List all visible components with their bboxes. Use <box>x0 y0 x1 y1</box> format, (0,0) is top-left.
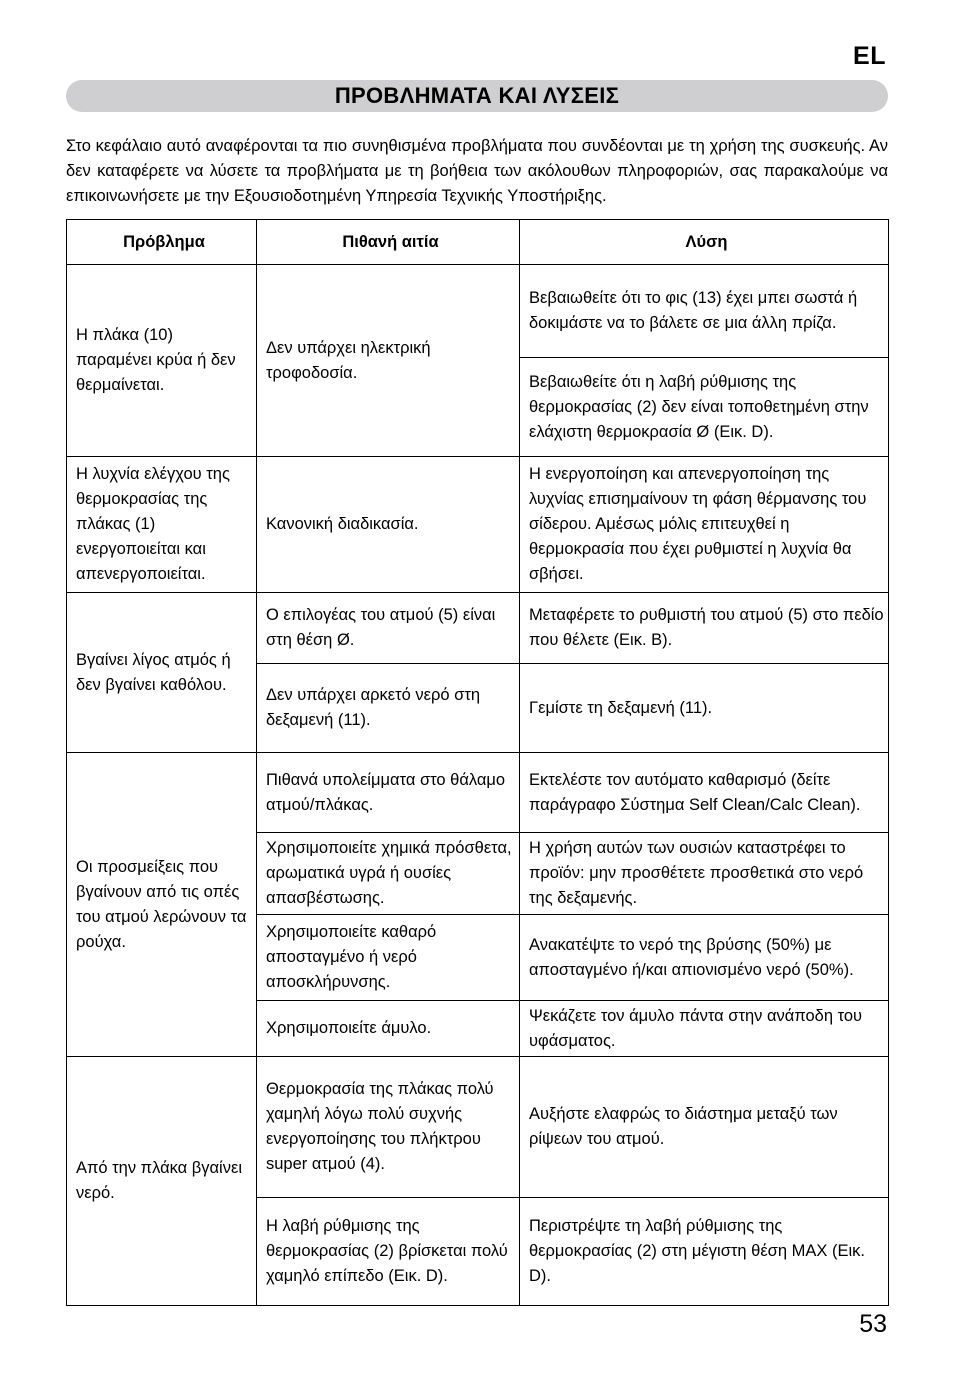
cause-cell: Κανονική διαδικασία. <box>257 457 520 593</box>
troubleshooting-table <box>66 219 889 1306</box>
solution-cell: Γεμίστε τη δεξαμενή (11). <box>520 664 889 753</box>
solution-cell: Η ενεργοποίηση και απενεργοποίηση της λυχνίας επισημαίνουν τη φάση θέρμανσης του σίδερου. Αμέσως μόλις επιτευχθεί η θερμοκρασία που έχει ρυθμιστεί η λυχνία θα σβήσει. <box>520 457 889 593</box>
cause-cell: Η λαβή ρύθμισης της θερμοκρασίας (2) βρίσκεται πολύ χαμηλό επίπεδο (Εικ. D). <box>257 1198 520 1306</box>
solution-cell: Ψεκάζετε τον άμυλο πάντα στην ανάποδη του υφάσματος. <box>520 1001 889 1057</box>
cause-cell: Δεν υπάρχει αρκετό νερό στη δεξαμενή (11). <box>257 664 520 753</box>
solution-cell: Ανακατέψτε το νερό της βρύσης (50%) με αποσταγμένο ή/και απιονισμένο νερό (50%). <box>520 915 889 1001</box>
solution-cell: Βεβαιωθείτε ότι το φις (13) έχει μπει σωστά ή δοκιμάστε να το βάλετε σε μια άλλη πρίζα. <box>520 265 889 358</box>
language-code: EL <box>853 42 886 70</box>
table-row <box>67 457 889 593</box>
problem-cell: Οι προσμείξεις που βγαίνουν από τις οπές του ατμού λερώνουν τα ρούχα. <box>67 753 257 1057</box>
table-row <box>67 593 889 664</box>
problem-cell: Από την πλάκα βγαίνει νερό. <box>67 1057 257 1306</box>
cause-cell: Ο επιλογέας του ατμού (5) είναι στη θέση Ø. <box>257 593 520 664</box>
solution-cell: Η χρήση αυτών των ουσιών καταστρέφει το προϊόν: μην προσθέτετε προσθετικά στο νερό της δεξαμενής. <box>520 833 889 915</box>
header-solution: Λύση <box>520 220 889 265</box>
cause-cell: Πιθανά υπολείμματα στο θάλαμο ατμού/πλάκας. <box>257 753 520 833</box>
problem-cell: Η πλάκα (10) παραμένει κρύα ή δεν θερμαίνεται. <box>67 265 257 457</box>
page-number: 53 <box>859 1310 887 1338</box>
intro-paragraph: Στο κεφάλαιο αυτό αναφέρονται τα πιο συνηθισμένα προβλήματα που συνδέονται με τη χρήση της συσκευής. Αν δεν καταφέρετε να λύσετε τα προβλήματα με τη βοήθεια των ακόλουθων πληροφοριών, σας παρακαλούμε να επικοινωνήσετε με την Εξουσιοδοτημένη Υπηρεσία Τεχνικής Υποστήριξης. <box>66 137 888 205</box>
page-title: ΠΡΟΒΛΗΜΑΤΑ ΚΑΙ ΛΥΣΕΙΣ <box>66 80 888 112</box>
solution-cell: Βεβαιωθείτε ότι η λαβή ρύθμισης της θερμοκρασίας (2) δεν είναι τοποθετημένη στην ελάχιστη θερμοκρασία Ø (Εικ. D). <box>520 358 889 457</box>
problem-cell: Βγαίνει λίγος ατμός ή δεν βγαίνει καθόλου. <box>67 593 257 753</box>
table-row <box>67 753 889 833</box>
table-row <box>67 1057 889 1198</box>
header-cause: Πιθανή αιτία <box>257 220 520 265</box>
problem-cell: Η λυχνία ελέγχου της θερμοκρασίας της πλάκας (1) ενεργοποιείται και απενεργοποιείται. <box>67 457 257 593</box>
table-row <box>67 265 889 358</box>
solution-cell: Μεταφέρετε το ρυθμιστή του ατμού (5) στο πεδίο που θέλετε (Εικ. B). <box>520 593 889 664</box>
cause-cell: Χρησιμοποιείτε άμυλο. <box>257 1001 520 1057</box>
cause-cell: Θερμοκρασία της πλάκας πολύ χαμηλή λόγω πολύ συχνής ενεργοποίησης του πλήκτρου super ατμού (4). <box>257 1057 520 1198</box>
solution-cell: Περιστρέψτε τη λαβή ρύθμισης της θερμοκρασίας (2) στη μέγιστη θέση MAX (Εικ. D). <box>520 1198 889 1306</box>
table-header-row <box>67 220 889 265</box>
solution-cell: Εκτελέστε τον αυτόματο καθαρισμό (δείτε παράγραφο Σύστημα Self Clean/Calc Clean). <box>520 753 889 833</box>
cause-cell: Χρησιμοποιείτε χημικά πρόσθετα, αρωματικά υγρά ή ουσίες απασβέστωσης. <box>257 833 520 915</box>
cause-cell: Δεν υπάρχει ηλεκτρική τροφοδοσία. <box>257 265 520 457</box>
cause-cell: Χρησιμοποιείτε καθαρό αποσταγμένο ή νερό αποσκλήρυνσης. <box>257 915 520 1001</box>
header-problem: Πρόβλημα <box>67 220 257 265</box>
solution-cell: Αυξήστε ελαφρώς το διάστημα μεταξύ των ρίψεων του ατμού. <box>520 1057 889 1198</box>
